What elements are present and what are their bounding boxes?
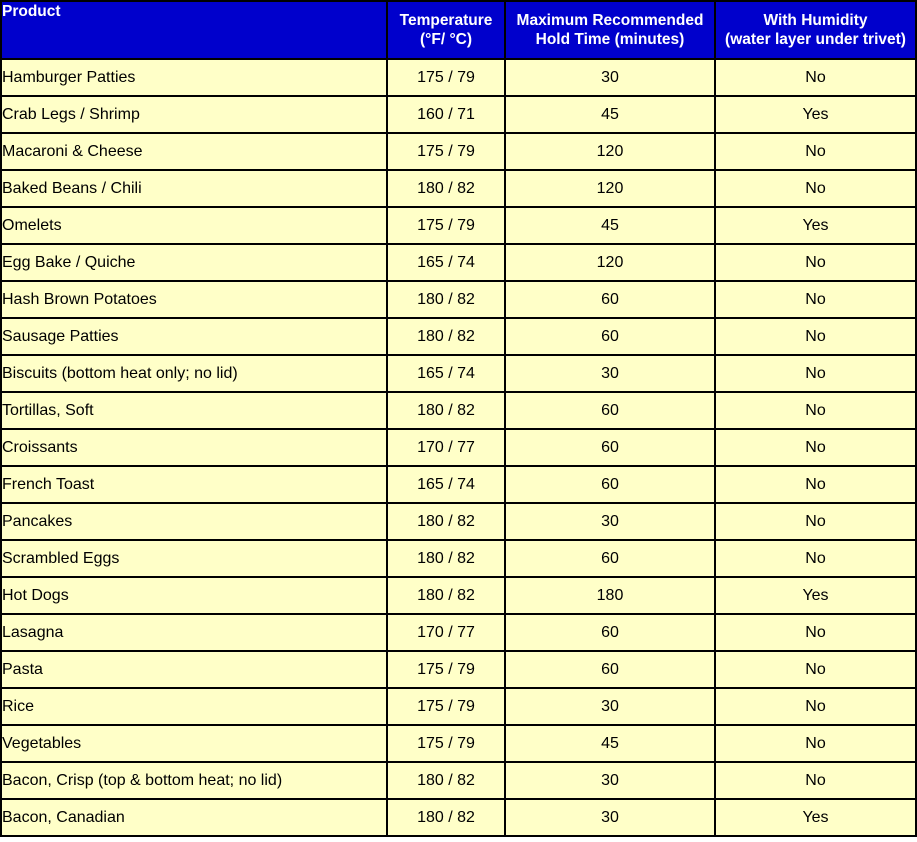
cell-hold-time: 30	[506, 504, 716, 541]
table-row	[0, 763, 917, 800]
cell-product: Hamburger Patties	[0, 60, 388, 97]
cell-product: Bacon, Canadian	[0, 800, 388, 837]
table-row	[0, 467, 917, 504]
table-row	[0, 97, 917, 134]
cell-humidity: No	[716, 430, 917, 467]
cell-temperature: 175 / 79	[388, 208, 506, 245]
cell-temperature: 180 / 82	[388, 541, 506, 578]
cell-hold-time: 30	[506, 356, 716, 393]
header-humidity	[716, 0, 917, 60]
table-body	[0, 60, 917, 837]
cell-hold-time: 60	[506, 615, 716, 652]
cell-humidity: No	[716, 134, 917, 171]
header-temperature	[388, 0, 506, 60]
header-product: Product	[0, 0, 388, 60]
table-row	[0, 245, 917, 282]
cell-product: Biscuits (bottom heat only; no lid)	[0, 356, 388, 393]
cell-temperature: 180 / 82	[388, 393, 506, 430]
cell-product: French Toast	[0, 467, 388, 504]
cell-humidity: No	[716, 615, 917, 652]
cell-temperature: 180 / 82	[388, 800, 506, 837]
cell-humidity: No	[716, 652, 917, 689]
cell-humidity: No	[716, 282, 917, 319]
cell-product: Pasta	[0, 652, 388, 689]
table-row	[0, 171, 917, 208]
table-row	[0, 726, 917, 763]
cell-hold-time: 45	[506, 208, 716, 245]
cell-humidity: No	[716, 356, 917, 393]
cell-hold-time: 60	[506, 393, 716, 430]
cell-temperature: 180 / 82	[388, 763, 506, 800]
cell-product: Lasagna	[0, 615, 388, 652]
cell-temperature: 165 / 74	[388, 467, 506, 504]
cell-temperature: 175 / 79	[388, 652, 506, 689]
cell-temperature: 180 / 82	[388, 504, 506, 541]
table-row	[0, 356, 917, 393]
table-row	[0, 689, 917, 726]
cell-humidity: No	[716, 171, 917, 208]
cell-product: Tortillas, Soft	[0, 393, 388, 430]
cell-temperature: 180 / 82	[388, 319, 506, 356]
cell-hold-time: 45	[506, 726, 716, 763]
cell-hold-time: 60	[506, 467, 716, 504]
cell-temperature: 170 / 77	[388, 615, 506, 652]
header-temperature-line-1: Temperature	[399, 12, 493, 29]
cell-humidity: Yes	[716, 578, 917, 615]
header-hold-time-line-2: Hold Time (minutes)	[535, 31, 685, 48]
cell-hold-time: 30	[506, 689, 716, 726]
header-hold-time-line-1: Maximum Recommended	[516, 12, 704, 29]
header-row	[0, 0, 917, 60]
cell-temperature: 160 / 71	[388, 97, 506, 134]
cell-humidity: No	[716, 763, 917, 800]
cell-product: Bacon, Crisp (top & bottom heat; no lid)	[0, 763, 388, 800]
cell-hold-time: 60	[506, 652, 716, 689]
cell-product: Croissants	[0, 430, 388, 467]
cell-product: Rice	[0, 689, 388, 726]
cell-hold-time: 30	[506, 60, 716, 97]
cell-hold-time: 60	[506, 282, 716, 319]
cell-temperature: 180 / 82	[388, 282, 506, 319]
cell-temperature: 165 / 74	[388, 245, 506, 282]
cell-hold-time: 120	[506, 171, 716, 208]
cell-humidity: No	[716, 504, 917, 541]
cell-product: Sausage Patties	[0, 319, 388, 356]
cell-humidity: Yes	[716, 800, 917, 837]
header-temperature-line-2: (°F/ °C)	[420, 31, 472, 48]
table-header	[0, 0, 917, 60]
cell-temperature: 170 / 77	[388, 430, 506, 467]
table-row	[0, 282, 917, 319]
table-row	[0, 134, 917, 171]
cell-product: Hash Brown Potatoes	[0, 282, 388, 319]
cell-product: Hot Dogs	[0, 578, 388, 615]
cell-hold-time: 120	[506, 245, 716, 282]
cell-temperature: 180 / 82	[388, 578, 506, 615]
cell-product: Pancakes	[0, 504, 388, 541]
cell-humidity: Yes	[716, 208, 917, 245]
cell-product: Scrambled Eggs	[0, 541, 388, 578]
cell-hold-time: 60	[506, 319, 716, 356]
cell-humidity: No	[716, 245, 917, 282]
table-row	[0, 800, 917, 837]
cell-temperature: 175 / 79	[388, 726, 506, 763]
cell-product: Baked Beans / Chili	[0, 171, 388, 208]
cell-humidity: No	[716, 467, 917, 504]
cell-hold-time: 45	[506, 97, 716, 134]
cell-humidity: No	[716, 541, 917, 578]
table-row	[0, 578, 917, 615]
cell-humidity: No	[716, 726, 917, 763]
cell-humidity: Yes	[716, 97, 917, 134]
cell-product: Crab Legs / Shrimp	[0, 97, 388, 134]
cell-hold-time: 120	[506, 134, 716, 171]
cell-hold-time: 30	[506, 763, 716, 800]
cell-humidity: No	[716, 689, 917, 726]
table-row	[0, 430, 917, 467]
cell-hold-time: 30	[506, 800, 716, 837]
cell-temperature: 175 / 79	[388, 134, 506, 171]
header-hold-time	[506, 0, 716, 60]
cell-humidity: No	[716, 319, 917, 356]
cell-product: Egg Bake / Quiche	[0, 245, 388, 282]
cell-hold-time: 60	[506, 430, 716, 467]
header-humidity-line-2: (water layer under trivet)	[725, 31, 906, 48]
cell-hold-time: 180	[506, 578, 716, 615]
table-row	[0, 504, 917, 541]
cell-temperature: 180 / 82	[388, 171, 506, 208]
cell-temperature: 165 / 74	[388, 356, 506, 393]
cell-humidity: No	[716, 60, 917, 97]
cell-product: Macaroni & Cheese	[0, 134, 388, 171]
cell-temperature: 175 / 79	[388, 689, 506, 726]
table-row	[0, 319, 917, 356]
cell-product: Omelets	[0, 208, 388, 245]
table-row	[0, 615, 917, 652]
header-humidity-line-1: With Humidity	[763, 12, 868, 29]
table-row	[0, 541, 917, 578]
cell-hold-time: 60	[506, 541, 716, 578]
table-row	[0, 208, 917, 245]
table-row	[0, 393, 917, 430]
cell-product: Vegetables	[0, 726, 388, 763]
table-row	[0, 60, 917, 97]
cell-humidity: No	[716, 393, 917, 430]
table-row	[0, 652, 917, 689]
cell-temperature: 175 / 79	[388, 60, 506, 97]
